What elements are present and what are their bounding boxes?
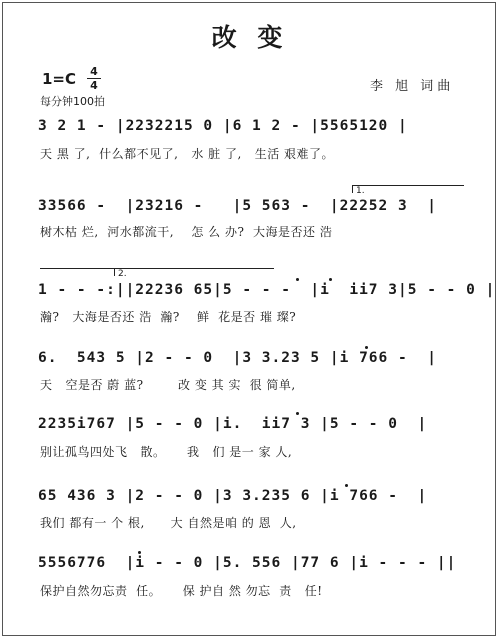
notes-system-4: 6. 543 5 |2 - - 0 |3 3.23 5 |i 766 - |: [38, 350, 437, 366]
notes-system-5: 2235i767 |5 - - 0 |i. ii7 3 |5 - - 0 |: [38, 416, 428, 432]
lyrics-system-3: 瀚? 大海是否还 浩 瀚? 鲜 花是否 璀 璨?: [40, 310, 297, 324]
volta-label-first: 1.: [356, 186, 365, 196]
key-signature: 1=C: [42, 70, 77, 88]
octave-dot: [296, 412, 299, 415]
volta-bracket-first-tick: [352, 185, 353, 193]
volta-bracket-second-tick: [114, 268, 115, 276]
time-signature-bottom: 4: [90, 79, 98, 92]
notes-system-1: 3 2 1 - |2232215 0 |6 1 2 - |5565120 |: [38, 118, 408, 134]
octave-dot: [296, 278, 299, 281]
octave-dot: [365, 346, 368, 349]
lyrics-system-4: 天 空是否 蔚 蓝? 改 变 其 实 很 简单,: [40, 378, 296, 392]
volta-bracket-second: [114, 268, 274, 269]
notes-system-7: 5556776 |i - - 0 |5. 556 |77 6 |i - - - ||: [38, 555, 457, 571]
time-signature-top: 4: [90, 65, 98, 78]
octave-dot: [345, 484, 348, 487]
notes-system-3: 1 - - -:||22236 65|5 - - - |i ii7 3|5 - - 0 |: [38, 282, 496, 298]
notes-system-2: 33566 - |23216 - |5 563 - |22252 3 |: [38, 198, 437, 214]
lyrics-system-1: 天 黑 了, 什么都不见了, 水 脏 了, 生活 艰难了。: [40, 147, 335, 161]
notes-system-6: 65 436 3 |2 - - 0 |3 3.235 6 |i 766 - |: [38, 488, 428, 504]
volta-bracket-first: [352, 185, 464, 186]
song-title: 改 变: [211, 23, 289, 52]
tempo-marking: 每分钟100拍: [40, 95, 105, 108]
octave-dot: [329, 278, 332, 281]
lyrics-system-5: 别让孤鸟四处飞 散。 我 们 是一 家 人,: [40, 445, 293, 459]
lyrics-system-7: 保护自然勿忘责 任。 保 护自 然 勿忘 责 任!: [40, 584, 323, 598]
composer-credit: 李 旭 词曲: [370, 79, 455, 94]
octave-dot: [138, 551, 141, 554]
lyrics-system-6: 我们 都有一 个 根, 大 自然是咱 的 恩 人,: [40, 516, 297, 530]
volta-bracket-first-continued: [40, 268, 120, 269]
volta-label-second: 2.: [118, 269, 127, 279]
time-signature: [87, 66, 101, 91]
lyrics-system-2: 树木枯 烂, 河水都流干, 怎 么 办? 大海是否还 浩: [40, 225, 333, 239]
